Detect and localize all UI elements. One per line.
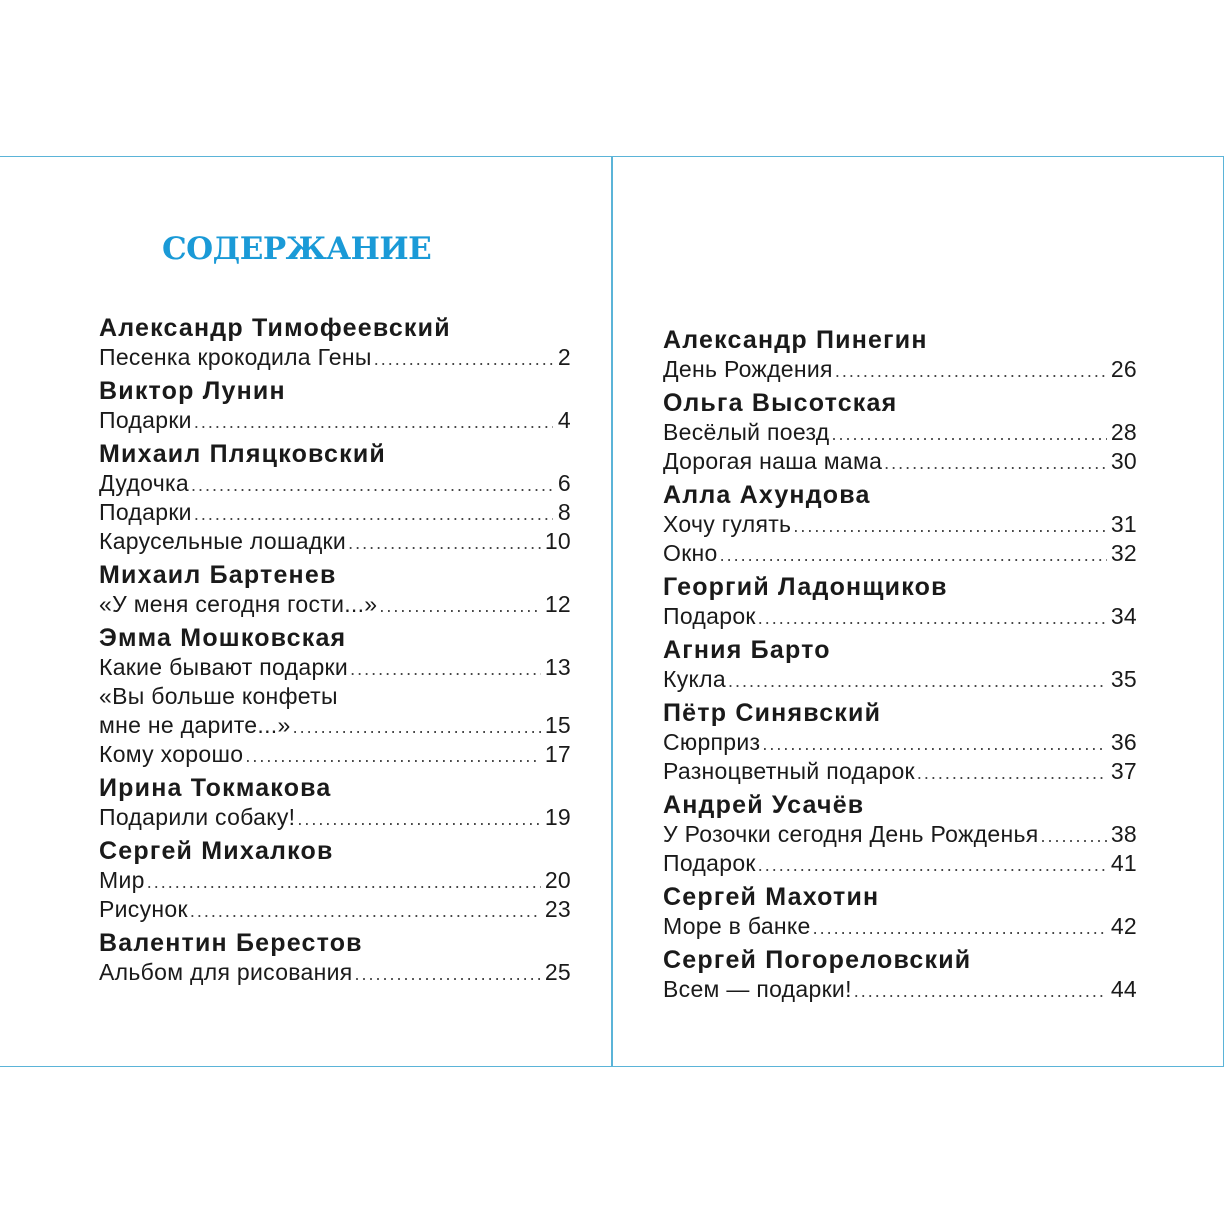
toc-page-number: 28 xyxy=(1110,419,1137,445)
toc-entry[interactable] xyxy=(663,418,1137,447)
dot-leader xyxy=(191,471,553,500)
toc-entry-title: Подарки xyxy=(99,407,192,433)
toc-page-number: 20 xyxy=(544,867,571,893)
toc-page-number: 26 xyxy=(1110,356,1137,382)
toc-entry[interactable] xyxy=(663,665,1137,694)
toc-entry-title: Море в банке xyxy=(663,913,811,939)
toc-entry[interactable] xyxy=(99,958,571,987)
toc-entry[interactable] xyxy=(99,590,571,619)
toc-left-column xyxy=(99,313,571,987)
dot-leader xyxy=(813,914,1107,943)
toc-entry[interactable] xyxy=(99,803,571,832)
toc-entry[interactable] xyxy=(663,602,1137,631)
toc-author: Сергей Махотин xyxy=(663,883,880,911)
toc-entry[interactable] xyxy=(99,895,571,924)
toc-entry-title: Всем — подарки! xyxy=(663,976,852,1002)
dot-leader xyxy=(147,868,541,897)
toc-page-number: 2 xyxy=(557,344,571,370)
toc-entry-title: мне не дарите...» xyxy=(99,712,291,738)
dot-leader xyxy=(728,667,1107,696)
toc-entry-title: Дудочка xyxy=(99,470,189,496)
toc-entry[interactable] xyxy=(663,757,1137,786)
dot-leader xyxy=(793,512,1106,541)
right-page xyxy=(612,156,1224,1067)
toc-page-number: 31 xyxy=(1110,511,1137,537)
toc-entry[interactable] xyxy=(663,539,1137,568)
toc-author: Алла Ахундова xyxy=(663,481,871,509)
toc-entry-title-line: «Вы больше конфеты xyxy=(99,683,338,709)
toc-page-number: 10 xyxy=(544,528,571,554)
dot-leader xyxy=(1041,822,1107,851)
toc-author: Виктор Лунин xyxy=(99,377,286,405)
dot-leader xyxy=(758,604,1107,633)
toc-page-number: 32 xyxy=(1110,540,1137,566)
toc-page-number: 15 xyxy=(544,712,571,738)
toc-author: Валентин Берестов xyxy=(99,929,363,957)
toc-page-number: 4 xyxy=(557,407,571,433)
dot-leader xyxy=(245,742,541,771)
toc-entry[interactable] xyxy=(663,447,1137,476)
toc-entry-title: Песенка крокодила Гены xyxy=(99,344,372,370)
toc-page-number: 19 xyxy=(544,804,571,830)
toc-entry[interactable] xyxy=(99,406,571,435)
toc-author: Сергей Погореловский xyxy=(663,946,972,974)
toc-page-number: 36 xyxy=(1110,729,1137,755)
toc-entry[interactable] xyxy=(663,975,1137,1004)
dot-leader xyxy=(293,713,541,742)
toc-page-number: 17 xyxy=(544,741,571,767)
toc-page-number: 8 xyxy=(557,499,571,525)
toc-entry-title: Весёлый поезд xyxy=(663,419,830,445)
dot-leader xyxy=(720,541,1107,570)
toc-author: Сергей Михалков xyxy=(99,837,334,865)
toc-entry[interactable] xyxy=(663,510,1137,539)
dot-leader xyxy=(194,500,553,529)
dot-leader xyxy=(190,897,541,926)
toc-entry-title: Дорогая наша мама xyxy=(663,448,883,474)
dot-leader xyxy=(297,805,540,834)
toc-entry-title: Хочу гулять xyxy=(663,511,792,537)
toc-author: Андрей Усачёв xyxy=(663,791,865,819)
dot-leader xyxy=(355,960,541,989)
toc-entry-title: «У меня сегодня гости...» xyxy=(99,591,378,617)
toc-page-number: 44 xyxy=(1110,976,1137,1002)
dot-leader xyxy=(762,730,1106,759)
toc-entry-title: Подарки xyxy=(99,499,192,525)
toc-author: Эмма Мошковская xyxy=(99,624,347,652)
dot-leader xyxy=(884,449,1107,478)
dot-leader xyxy=(348,529,541,558)
toc-right-column xyxy=(663,325,1137,1004)
dot-leader xyxy=(832,420,1107,449)
toc-entry[interactable] xyxy=(99,653,571,682)
toc-page-number: 23 xyxy=(544,896,571,922)
toc-page-number: 34 xyxy=(1110,603,1137,629)
dot-leader xyxy=(350,655,541,684)
toc-entry-title: Сюрприз xyxy=(663,729,761,755)
toc-author: Георгий Ладонщиков xyxy=(663,573,948,601)
toc-entry[interactable] xyxy=(663,355,1137,384)
toc-entry[interactable] xyxy=(99,740,571,769)
toc-entry[interactable] xyxy=(99,343,571,372)
toc-entry[interactable] xyxy=(663,849,1137,878)
toc-entry[interactable] xyxy=(99,866,571,895)
toc-entry-title: Альбом для рисования xyxy=(99,959,353,985)
toc-page-number: 13 xyxy=(544,654,571,680)
toc-page-number: 25 xyxy=(544,959,571,985)
toc-author: Александр Пинегин xyxy=(663,326,928,354)
toc-entry-title: Какие бывают подарки xyxy=(99,654,349,680)
left-page xyxy=(0,156,612,1067)
toc-entry-title: День Рождения xyxy=(663,356,833,382)
toc-entry[interactable] xyxy=(663,912,1137,941)
toc-entry[interactable] xyxy=(663,820,1137,849)
toc-entry[interactable] xyxy=(99,527,571,556)
toc-page-number: 42 xyxy=(1110,913,1137,939)
toc-author: Михаил Бартенев xyxy=(99,561,337,589)
toc-entry-title: Подарок xyxy=(663,603,756,629)
toc-page-number: 38 xyxy=(1110,821,1137,847)
toc-page-number: 12 xyxy=(544,591,571,617)
dot-leader xyxy=(379,592,540,621)
toc-entry-title: Разноцветный подарок xyxy=(663,758,915,784)
toc-entry-title: Подарок xyxy=(663,850,756,876)
toc-entry[interactable] xyxy=(99,711,571,740)
dot-leader xyxy=(835,357,1107,386)
toc-page-number: 30 xyxy=(1110,448,1137,474)
toc-entry-title: Кому хорошо xyxy=(99,741,244,767)
toc-author: Ирина Токмакова xyxy=(99,774,332,802)
toc-entry-title: Окно xyxy=(663,540,718,566)
dot-leader xyxy=(854,977,1107,1006)
dot-leader xyxy=(374,345,553,374)
toc-entry-title: Карусельные лошадки xyxy=(99,528,347,554)
dot-leader xyxy=(194,408,553,437)
toc-entry[interactable] xyxy=(99,469,571,498)
toc-page-number: 35 xyxy=(1110,666,1137,692)
toc-entry-title: Кукла xyxy=(663,666,726,692)
toc-author: Александр Тимофеевский xyxy=(99,314,451,342)
toc-entry[interactable] xyxy=(663,728,1137,757)
toc-author: Ольга Высотская xyxy=(663,389,898,417)
toc-entry-title: Подарили собаку! xyxy=(99,804,296,830)
toc-author: Агния Барто xyxy=(663,636,831,664)
toc-entry-title: У Розочки сегодня День Рожденья xyxy=(663,821,1039,847)
toc-entry[interactable] xyxy=(99,498,571,527)
page-title: содержание xyxy=(162,219,432,270)
toc-page-number: 6 xyxy=(557,470,571,496)
toc-author: Михаил Пляцковский xyxy=(99,440,386,468)
dot-leader xyxy=(917,759,1107,788)
toc-entry-title: Мир xyxy=(99,867,145,893)
toc-page-number: 37 xyxy=(1110,758,1137,784)
toc-author: Пётр Синявский xyxy=(663,699,882,727)
toc-entry-title: Рисунок xyxy=(99,896,188,922)
book-spread xyxy=(0,156,1224,1067)
dot-leader xyxy=(758,851,1107,880)
toc-page-number: 41 xyxy=(1110,850,1137,876)
